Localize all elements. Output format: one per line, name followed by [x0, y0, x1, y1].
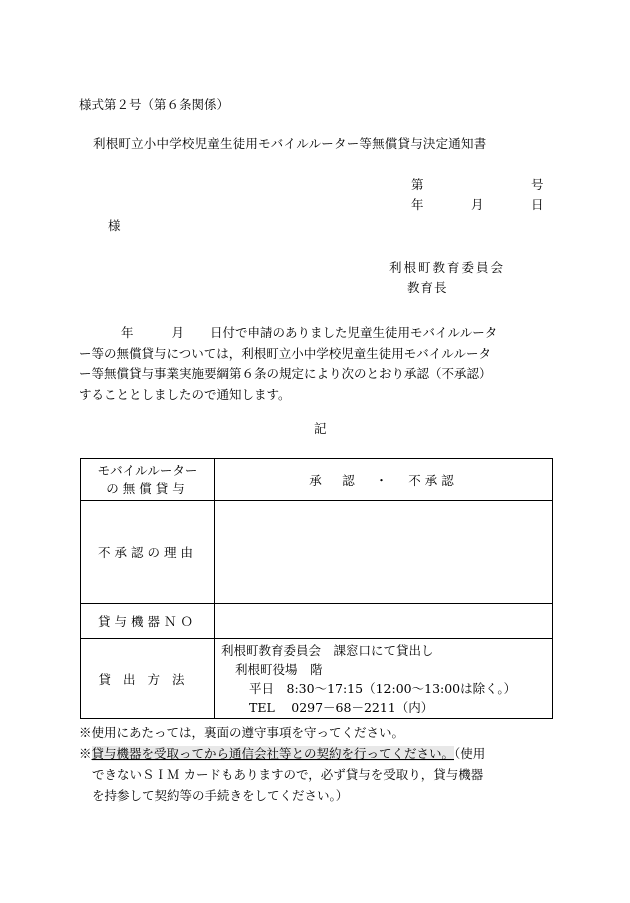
rejection-reason-value	[215, 501, 553, 604]
note-2-highlight: 貸与機器を受取ってから通信会社等との契約を行ってください。	[91, 746, 455, 761]
approval-value: 承 認 ・ 不承認	[215, 459, 553, 501]
note-2	[79, 743, 559, 764]
form-number: 様式第２号（第６条関係）	[79, 97, 230, 112]
loan-method-line-3: 平日 8:30～17:15（12:00～13:00は除く。）	[249, 680, 517, 696]
loan-method-label: 貸出方法	[81, 639, 215, 719]
table-row	[81, 604, 553, 639]
table-row	[81, 459, 553, 501]
rejection-reason-label: 不承認の理由	[81, 501, 215, 604]
loan-label-line-1: モバイルルーター	[97, 462, 198, 478]
loan-method-line-4: TEL 0297－68－2211（内）	[249, 699, 434, 715]
body-line-3: ー等無償貸与事業実施要綱第６条の規定により次のとおり承認（不承認）	[79, 366, 492, 382]
note-1: ※使用にあたっては，裏面の遵守事項を守ってください。	[79, 725, 405, 740]
notes	[79, 722, 559, 806]
issuer-organization: 利根町教育委員会	[389, 260, 506, 275]
body-line-2: ー等の無償貸与については，利根町立小中学校児童生徒用モバイルルータ	[79, 345, 491, 361]
issuer-title: 教育長	[407, 280, 448, 295]
loan-method-line-1: 利根町教育委員会 課窓口にて貸出し	[221, 642, 434, 658]
details-table	[80, 458, 553, 719]
note-2-mark: ※	[79, 746, 92, 761]
body-month-label: 月	[171, 325, 185, 340]
device-number-value	[215, 604, 553, 639]
date-year-label: 年	[411, 197, 424, 212]
note-2-line-3: を持参して契約等の手続きをしてください。）	[92, 788, 349, 803]
reference-number-suffix: 号	[531, 177, 544, 192]
document-title: 利根町立小中学校児童生徒用モバイルルーター等無償貸与決定通知書	[93, 136, 487, 151]
note-2-rest: （使用	[454, 746, 486, 761]
ki-heading: 記	[314, 421, 327, 436]
body-year-label: 年	[121, 325, 134, 340]
device-number-label: 貸与機器ＮＯ	[81, 604, 215, 639]
body-line-1	[79, 323, 554, 344]
date-month-label: 月	[471, 197, 484, 212]
reference-number-prefix: 第	[411, 177, 424, 192]
table-row	[81, 639, 553, 719]
table-row	[81, 501, 553, 604]
loan-label-cell	[81, 459, 215, 501]
loan-method-line-2: 利根町役場 階	[235, 661, 323, 677]
notification-body	[79, 323, 554, 405]
date-day-label: 日	[531, 197, 544, 212]
body-line-4: することとしましたので通知します。	[79, 386, 291, 402]
addressee-honorific: 様	[108, 218, 121, 233]
loan-label-line-2: の無償貸与	[106, 480, 189, 496]
loan-method-value	[215, 639, 553, 719]
note-2-line-2: できないＳＩＭ カードもありますので，必ず貸与を受取り，貸与機器	[92, 767, 484, 782]
body-line-1-text: 日付で申請のありました児童生徒用モバイルルータ	[210, 325, 498, 340]
